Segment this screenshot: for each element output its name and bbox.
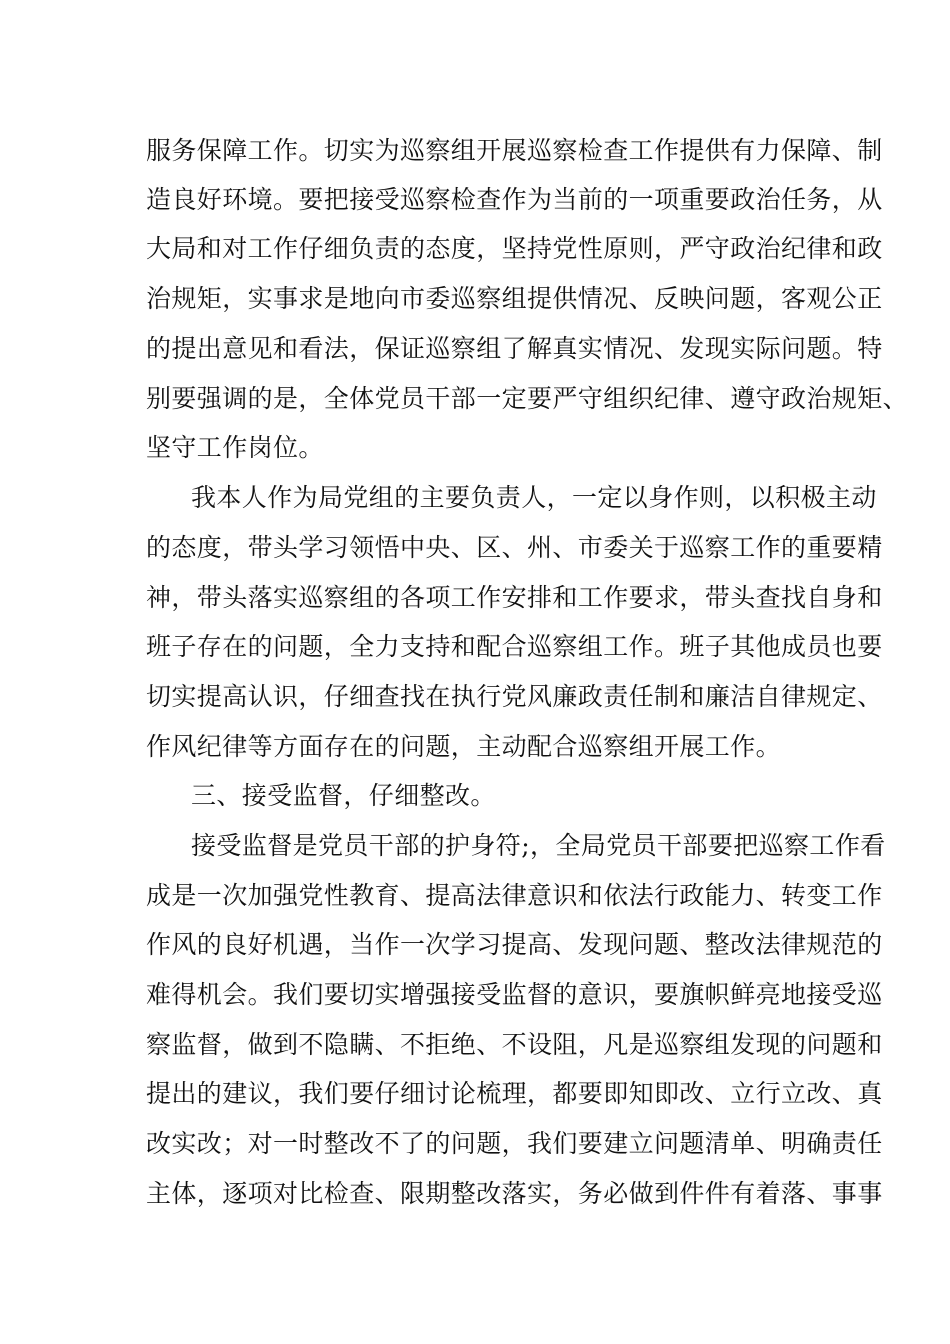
paragraph-1-line-3: 大局和对工作仔细负责的态度，坚持党性原则，严守政治纪律和政	[146, 234, 883, 263]
paragraph-4-line-4: 难得机会。我们要切实增强接受监督的意识，要旗帜鲜亮地接受巡	[146, 980, 883, 1009]
paragraph-1-line-6: 别要强调的是，全体党员干部一定要严守组织纪律、遵守政治规矩、	[146, 384, 909, 413]
paragraph-2-line-4: 班子存在的问题，全力支持和配合巡察组工作。班子其他成员也要	[146, 632, 883, 661]
paragraph-1-line-4: 治规矩，实事求是地向市委巡察组提供情况、反映问题，客观公正	[146, 284, 883, 313]
paragraph-1-line-7: 坚守工作岗位。	[146, 433, 324, 462]
paragraph-2-line-3: 神，带头落实巡察组的各项工作安排和工作要求，带头查找自身和	[146, 583, 883, 612]
paragraph-4-line-8: 主体，逐项对比检查、限期整改落实，务必做到件件有着落、事事	[146, 1179, 883, 1208]
paragraph-1-line-5: 的提出意见和看法，保证巡察组了解真实情况、发现实际问题。特	[146, 334, 883, 363]
paragraph-4-line-1: 接受监督是党员干部的护身符;，全局党员干部要把巡察工作看	[191, 831, 886, 860]
paragraph-2-line-5: 切实提高认识，仔细查找在执行党风廉政责任制和廉洁自律规定、	[146, 682, 883, 711]
paragraph-2-line-1: 我本人作为局党组的主要负责人，一定以身作则，以积极主动	[191, 483, 877, 512]
paragraph-2-line-6: 作风纪律等方面存在的问题，主动配合巡察组开展工作。	[146, 732, 782, 761]
paragraph-4-line-6: 提出的建议，我们要仔细讨论梳理，都要即知即改、立行立改、真	[146, 1079, 883, 1108]
paragraph-4-line-7: 改实改；对一时整改不了的问题，我们要建立问题清单、明确责任	[146, 1129, 883, 1158]
paragraph-4-line-2: 成是一次加强党性教育、提高法律意识和依法行政能力、转变工作	[146, 881, 883, 910]
section-heading: 三、接受监督，仔细整改。	[191, 781, 496, 810]
paragraph-2-line-2: 的态度，带头学习领悟中央、区、州、市委关于巡察工作的重要精	[146, 533, 883, 562]
paragraph-1-line-2: 造良好环境。要把接受巡察检查作为当前的一项重要政治任务，从	[146, 185, 883, 214]
paragraph-4-line-3: 作风的良好机遇，当作一次学习提高、发现问题、整改法律规范的	[146, 930, 883, 959]
paragraph-4-line-5: 察监督，做到不隐瞒、不拒绝、不设阻，凡是巡察组发现的问题和	[146, 1030, 883, 1059]
paragraph-1-line-1: 服务保障工作。切实为巡察组开展巡察检查工作提供有力保障、制	[146, 136, 883, 165]
